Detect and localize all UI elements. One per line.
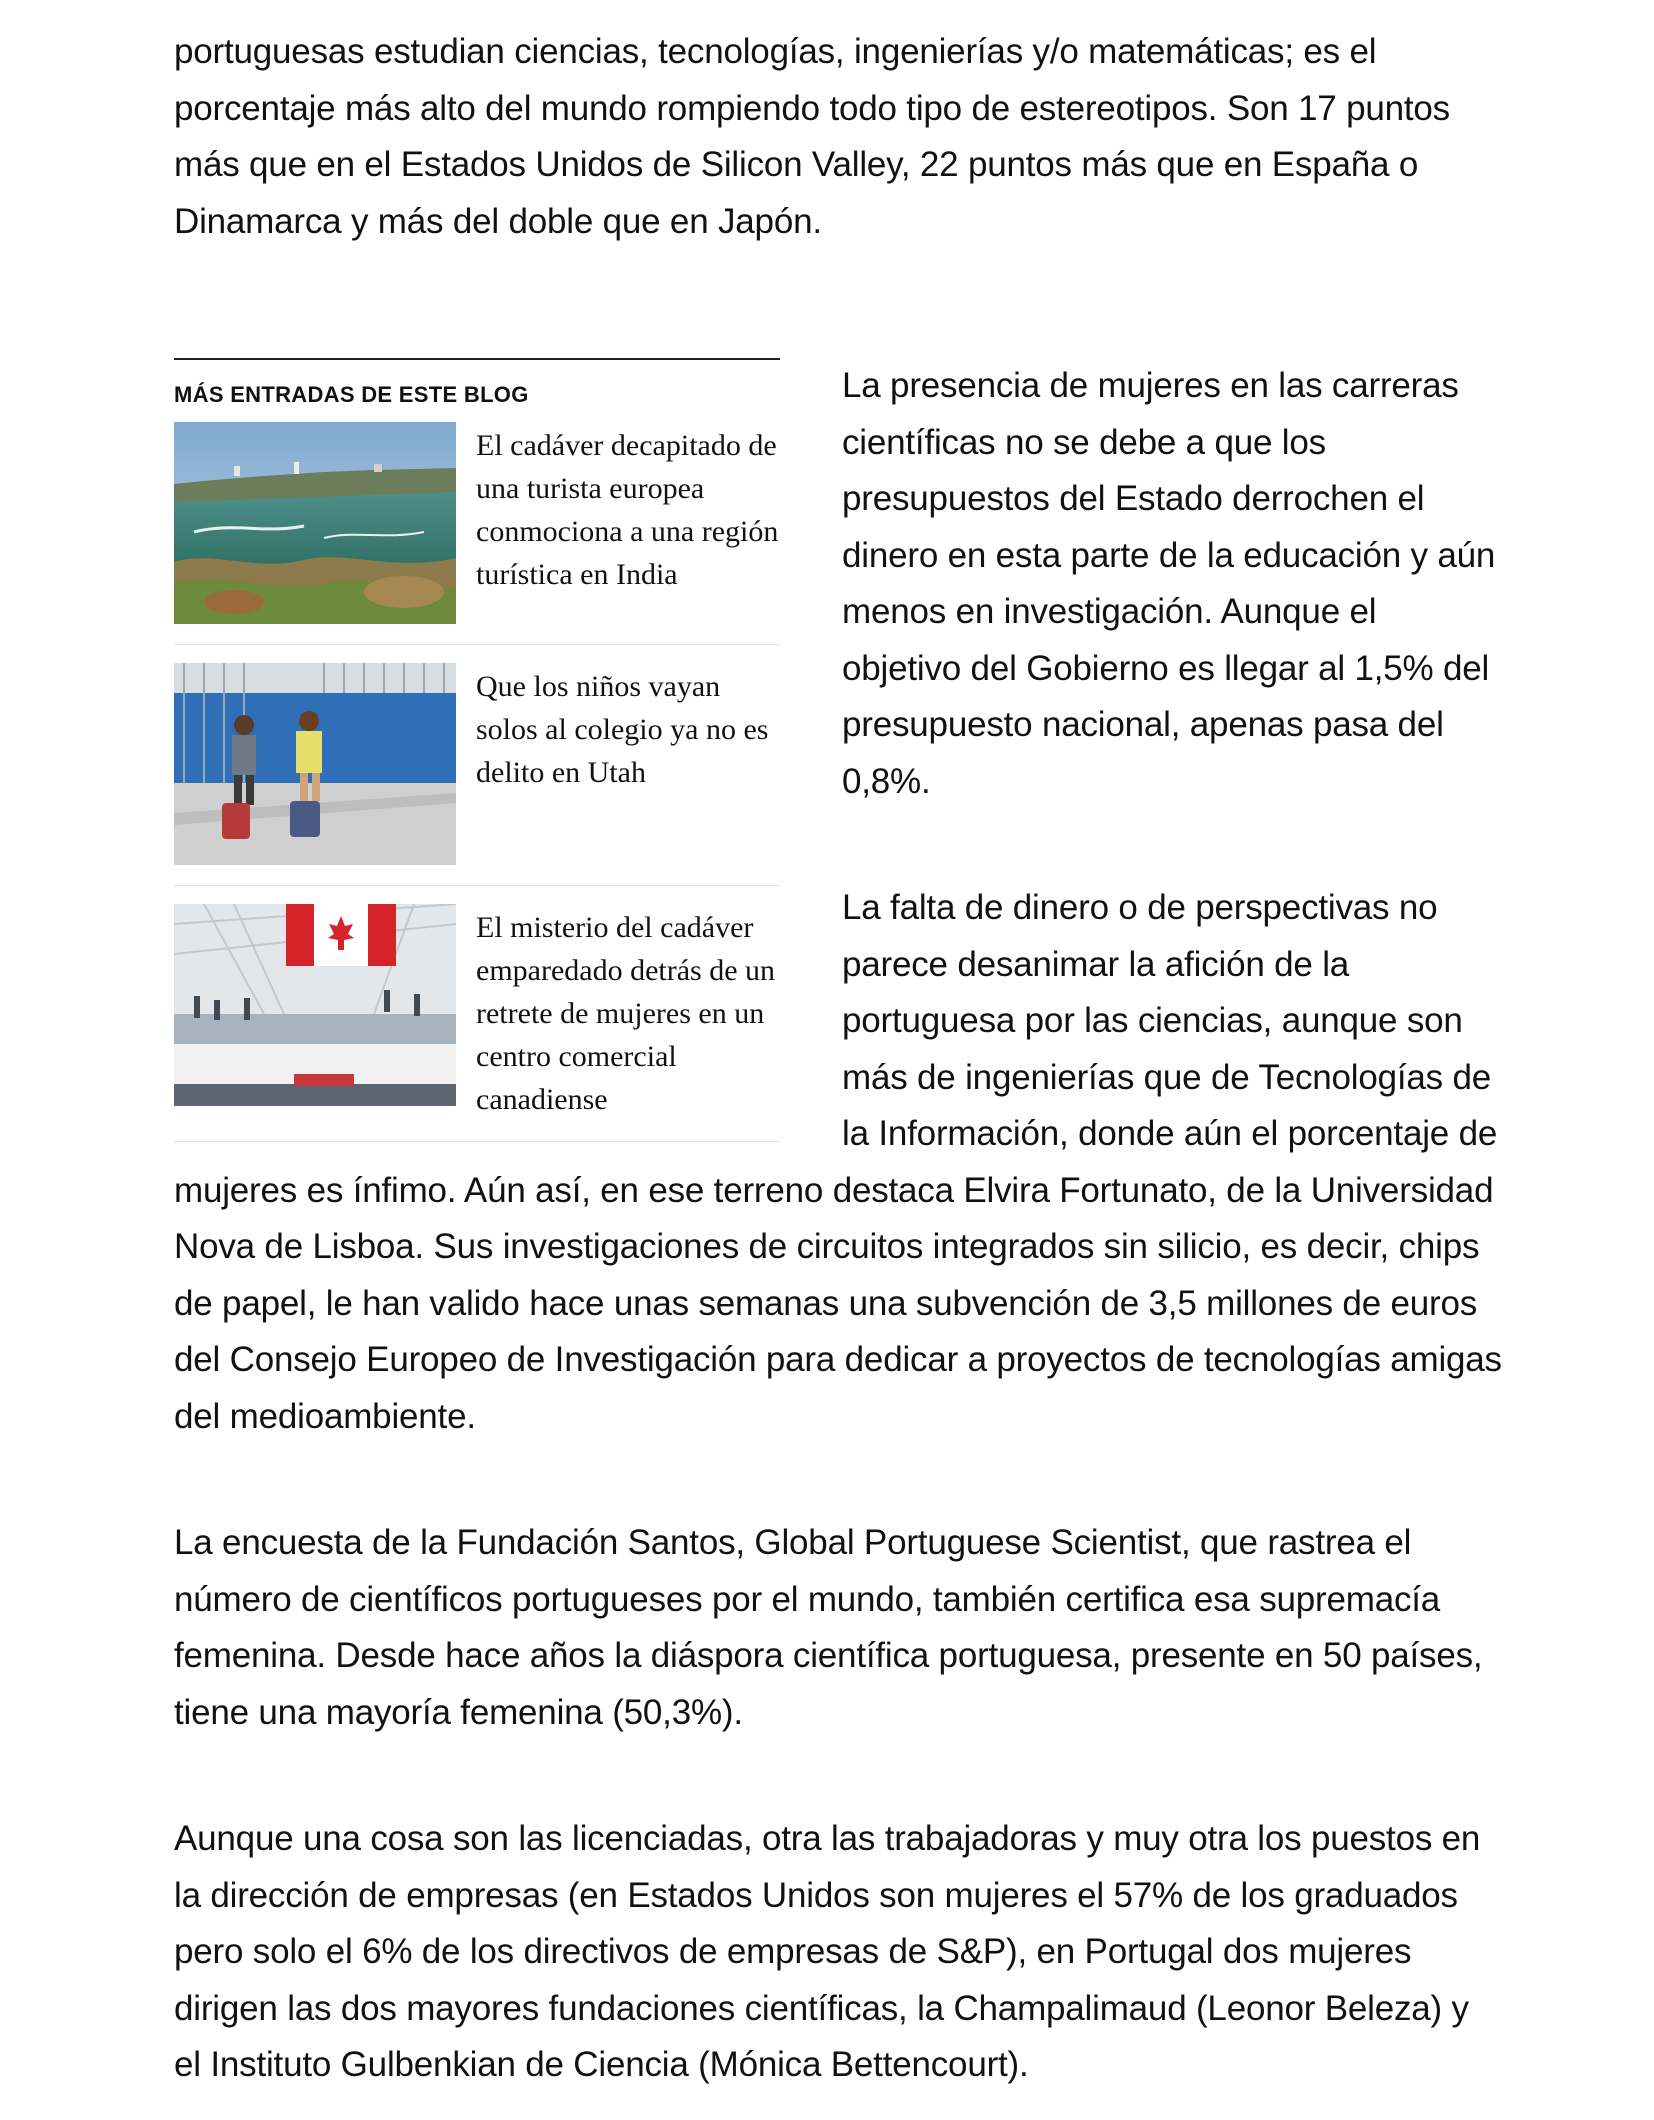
article-paragraph: La falta de dinero o de perspectivas no parece desanimar la afición de la portuguesa por las ciencias, aunque son más de ingenierías que de Tecnologías de la Información, donde aún el porcentaje de mujeres es ínfimo. Aún así, en ese terreno destaca Elvira Fortunato, de la Universidad Nova de Lisboa. Sus investigaciones de circuitos integrados sin silicio, es decir, chips de papel, le han valido hace unas semanas una subvención de 3,5 millones de euros del Consejo Europeo de Investigación para dedicar a proyectos de tecnologías amigas del medioambiente. [174,888,1502,1436]
related-posts-heading: MÁS ENTRADAS DE ESTE BLOG [174,382,529,407]
article-paragraph: Aunque una cosa son las licenciadas, otra las trabajadoras y muy otra los puestos en la dirección de empresas (en Estados Unidos son mujeres el 57% de los graduados pero solo el 6% de los directivos de empresas de S&P), en Portugal dos mujeres dirigen las dos mayores fundaciones científicas, la Champalimaud (Leonor Beleza) y el Instituto Gulbenkian de Ciencia (Mónica Bettencourt). [174,1819,1481,2084]
related-post-title[interactable]: Que los niños vayan solos al colegio ya no es delito en Utah [476,670,769,789]
related-post-item[interactable] [174,663,780,886]
related-posts-sidebar [174,358,780,1142]
shopping-mall-photo[interactable] [174,904,456,1106]
article-paragraph: La encuesta de la Fundación Santos, Global Portuguese Scientist, que rastrea el número de científicos portugueses por el mundo, también certifica esa supremacía femenina. Desde hace años la diáspora científica portuguesa, presente en 50 países, tiene una mayoría femenina (50,3%). [174,1523,1483,1732]
related-post-title[interactable]: El cadáver decapitado de una turista europea conmociona a una región turística en India [476,429,779,591]
beach-photo[interactable] [174,422,456,624]
related-post-title[interactable]: El misterio del cadáver emparedado detrás de un retrete de mujeres en un centro comercial canadiense [476,911,776,1116]
related-post-item[interactable] [174,904,780,1142]
article-paragraph: La presencia de mujeres en las carreras científicas no se debe a que los presupuestos del Estado derrochen el dinero en esta parte de la educación y aún menos en investigación. Aunque el objetivo del Gobierno es llegar al 1,5% del presupuesto nacional, apenas pasa del 0,8%. [842,366,1496,801]
related-post-item[interactable] [174,422,780,645]
article-body [174,24,1504,2094]
article-paragraph: portuguesas estudian ciencias, tecnologías, ingenierías y/o matemáticas; es el porcentaje más alto del mundo rompiendo todo tipo de estereotipos. Son 17 puntos más que en el Estados Unidos de Silicon Valley, 22 puntos más que en España o Dinamarca y más del doble que en Japón. [174,32,1450,241]
children-walking-photo[interactable] [174,663,456,865]
